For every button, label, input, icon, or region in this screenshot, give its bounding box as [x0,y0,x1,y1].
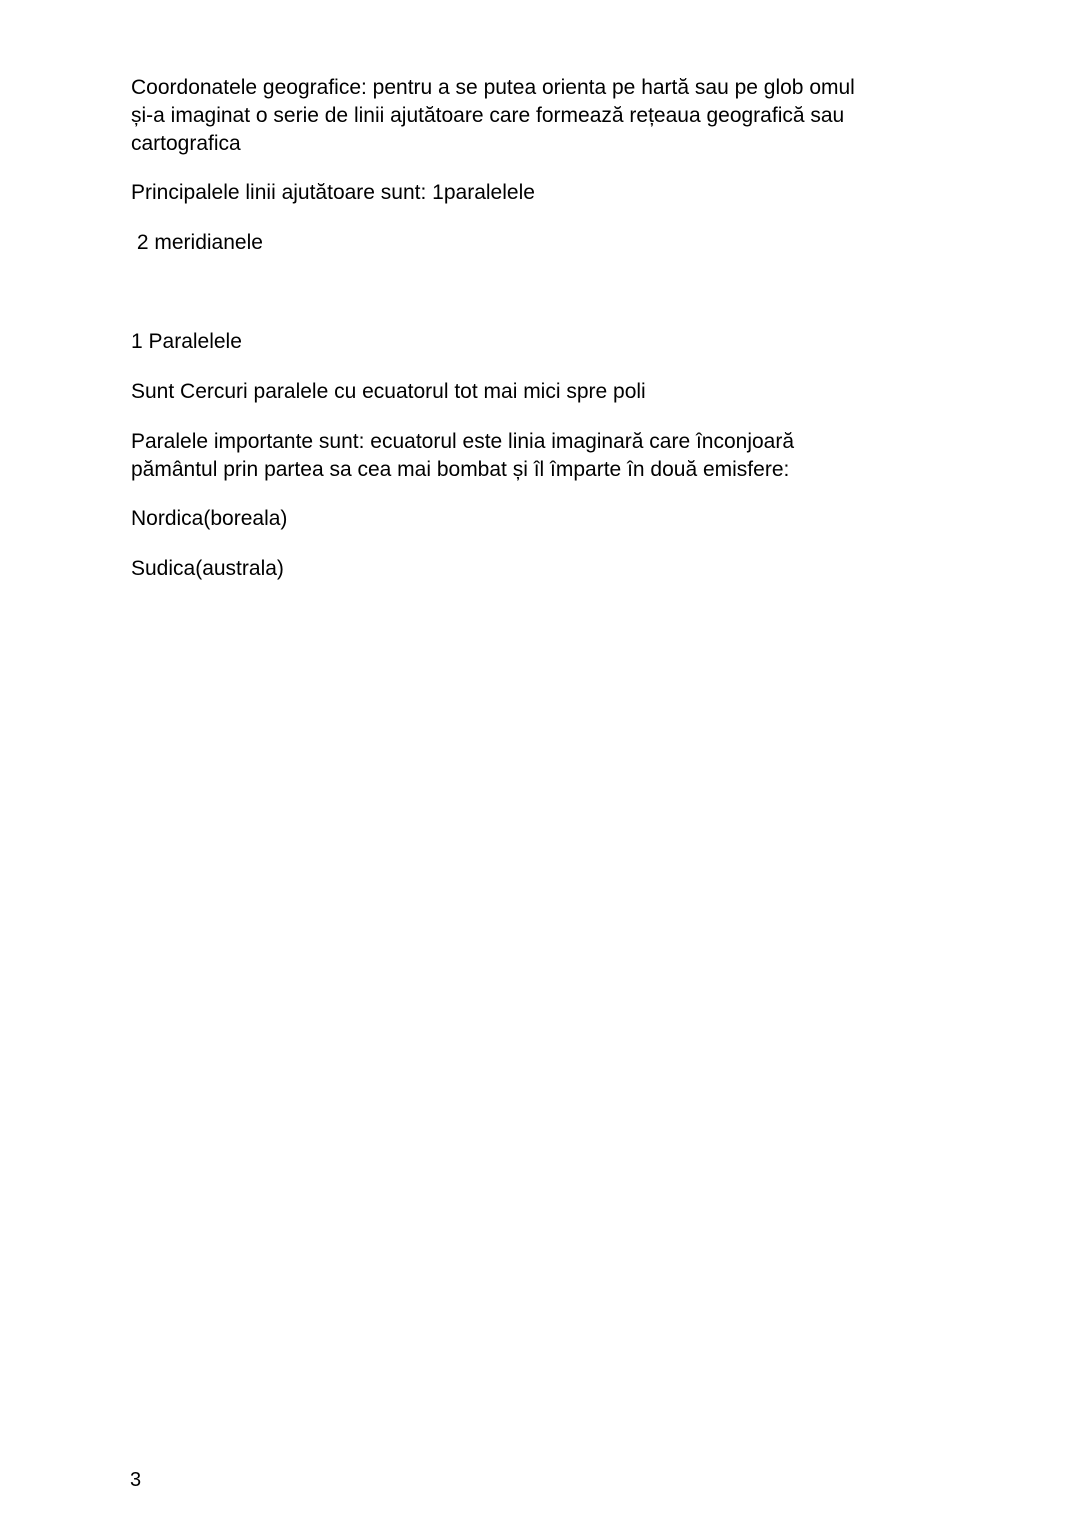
hemisphere-north: Nordica(boreala) [131,507,288,530]
meridians-item: 2 meridianele [131,231,263,254]
page-number: 3 [130,1469,142,1491]
section-heading-paralelele: 1 Paralelele [131,330,242,353]
main-lines-paragraph: Principalele linii ajutătoare sunt: 1paralelele [131,181,535,204]
page-content [131,74,951,583]
intro-paragraph: Coordonatele geografice: pentru a se putea orienta pe hartă sau pe glob omul și-a imaginat o serie de linii ajutătoare care formează rețeaua geografică sau cartografica [131,76,855,155]
definition-paragraph: Sunt Cercuri paralele cu ecuatorul tot mai mici spre poli [131,380,646,403]
important-parallels-paragraph: Paralele importante sunt: ecuatorul este linia imaginară care înconjoară pământul prin partea sa cea mai bombat și îl împarte în două emisfere: [131,430,795,481]
hemisphere-south: Sudica(australa) [131,557,284,580]
